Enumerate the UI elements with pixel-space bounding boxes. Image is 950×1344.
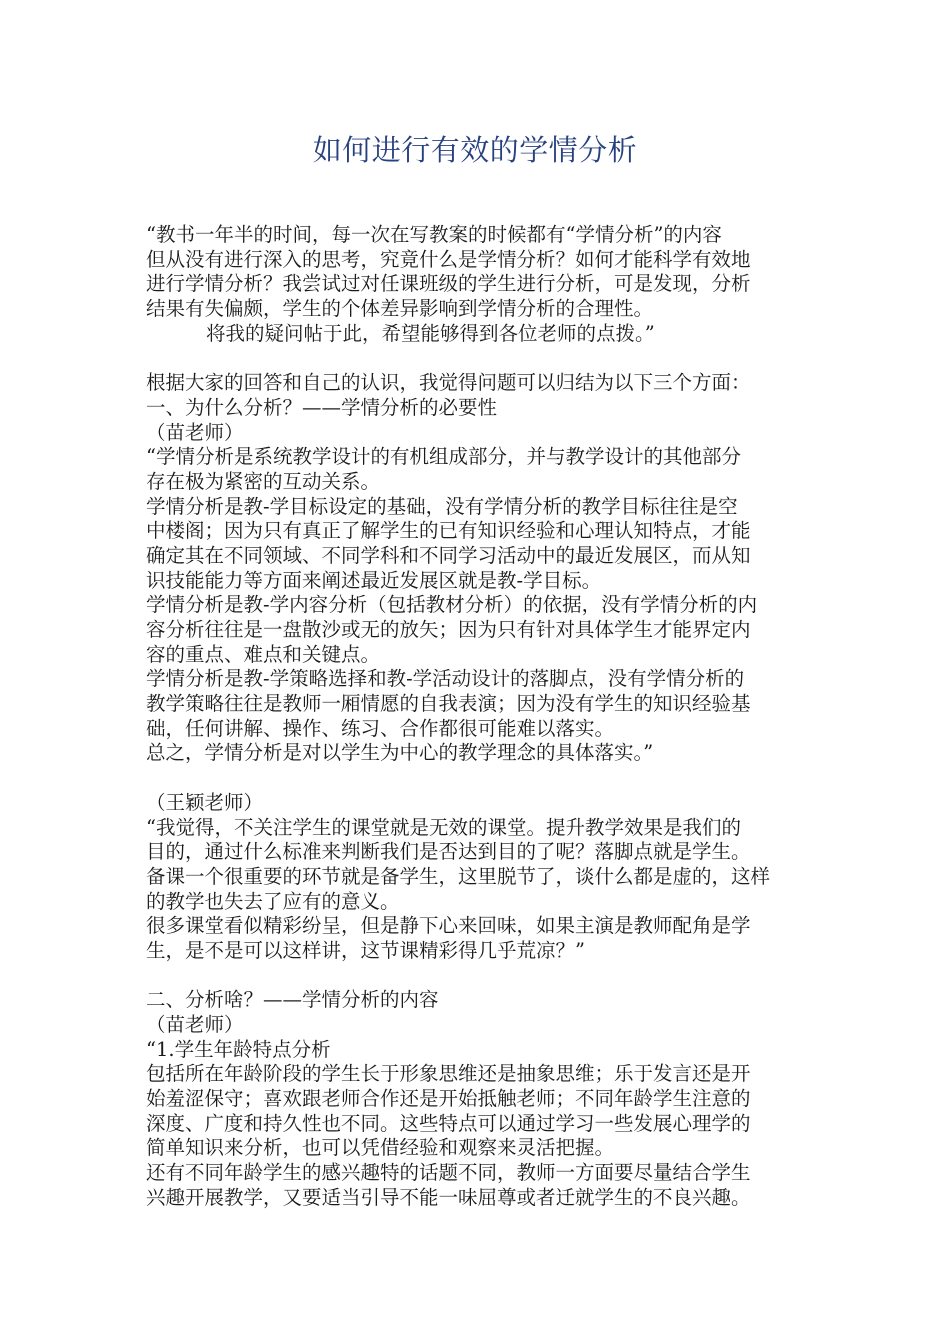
paragraph-line: 教学策略往往是教师一厢情愿的自我表演；因为没有学生的知识经验基 bbox=[146, 692, 751, 716]
paragraph-line: 结果有失偏颇，学生的个体差异影响到学情分析的合理性。 bbox=[146, 297, 654, 321]
paragraph-line: “学情分析是系统教学设计的有机组成部分，并与教学设计的其他部分 bbox=[146, 445, 741, 469]
paragraph-line: 生，是不是可以这样讲，这节课精彩得几乎荒凉？” bbox=[146, 938, 585, 962]
paragraph-line: 深度、广度和持久性也不同。这些特点可以通过学习一些发展心理学的 bbox=[146, 1111, 751, 1135]
paragraph-line: 包括所在年龄阶段的学生长于形象思维还是抽象思维；乐于发言还是开 bbox=[146, 1062, 751, 1086]
speaker-label: （苗老师） bbox=[146, 1013, 244, 1036]
paragraph-line: “我觉得，不关注学生的课堂就是无效的课堂。提升教学效果是我们的 bbox=[146, 815, 741, 839]
paragraph-line: 但从没有进行深入的思考，究竟什么是学情分析？如何才能科学有效地 bbox=[146, 247, 751, 271]
paragraph-line: 的教学也失去了应有的意义。 bbox=[146, 889, 400, 913]
paragraph-line: 备课一个很重要的环节就是备学生，这里脱节了，谈什么都是虚的，这样 bbox=[146, 864, 771, 888]
paragraph-line: 进行学情分析？我尝试过对任课班级的学生进行分析，可是发现，分析 bbox=[146, 272, 751, 296]
blank-line bbox=[146, 346, 814, 371]
paragraph-line: “教书一年半的时间，每一次在写教案的时候都有“学情分析”的内容 bbox=[146, 223, 722, 246]
paragraph-line: 学情分析是教-学内容分析（包括教材分析）的依据，没有学情分析的内 bbox=[146, 593, 758, 617]
paragraph-line: 将我的疑问帖于此，希望能够得到各位老师的点拨。” bbox=[206, 321, 655, 345]
paragraph-line: 目的，通过什么标准来判断我们是否达到目的了呢？落脚点就是学生。 bbox=[146, 840, 751, 864]
paragraph-line: 学情分析是教-学目标设定的基础，没有学情分析的教学目标往往是空 bbox=[146, 494, 738, 518]
paragraph-line: 兴趣开展教学，又要适当引导不能一味屈尊或者迁就学生的不良兴趣。 bbox=[146, 1185, 751, 1209]
speaker-label: （苗老师） bbox=[146, 420, 244, 444]
paragraph-line: 容分析往往是一盘散沙或无的放矢；因为只有针对具体学生才能界定内 bbox=[146, 618, 751, 641]
blank-line bbox=[146, 964, 814, 989]
document-body bbox=[146, 223, 814, 1211]
blank-line bbox=[146, 766, 814, 791]
section-heading: 二、分析啥？——学情分析的内容 bbox=[146, 988, 439, 1012]
paragraph-line: 还有不同年龄学生的感兴趣特的话题不同，教师一方面要尽量结合学生 bbox=[146, 1161, 751, 1185]
paragraph-line: 很多课堂看似精彩纷呈，但是静下心来回味，如果主演是教师配角是学 bbox=[146, 914, 751, 938]
subsection-heading: “1.学生年龄特点分析 bbox=[146, 1037, 331, 1061]
paragraph-line: 识技能能力等方面来阐述最近发展区就是教-学目标。 bbox=[146, 568, 602, 592]
speaker-label: （王颖老师） bbox=[146, 790, 264, 814]
paragraph-line: 中楼阁；因为只有真正了解学生的已有知识经验和心理认知特点，才能 bbox=[146, 519, 751, 543]
paragraph-line: 根据大家的回答和自己的认识，我觉得问题可以归结为以下三个方面： bbox=[146, 371, 751, 395]
paragraph-line: 总之，学情分析是对以学生为中心的教学理念的具体落实。” bbox=[146, 741, 654, 765]
document-title: 如何进行有效的学情分析 bbox=[312, 133, 638, 167]
paragraph-line: 础，任何讲解、操作、练习、合作都很可能难以落实。 bbox=[146, 716, 615, 740]
paragraph-line: 容的重点、难点和关键点。 bbox=[146, 642, 381, 666]
paragraph-line: 简单知识来分析，也可以凭借经验和观察来灵活把握。 bbox=[146, 1136, 615, 1160]
section-heading: 一、为什么分析？——学情分析的必要性 bbox=[146, 395, 498, 419]
paragraph-line: 存在极为紧密的互动关系。 bbox=[146, 469, 381, 493]
paragraph-line: 学情分析是教-学策略选择和教-学活动设计的落脚点，没有学情分析的 bbox=[146, 667, 745, 691]
paragraph-line: 确定其在不同领域、不同学科和不同学习活动中的最近发展区，而从知 bbox=[146, 543, 751, 567]
paragraph-line: 始羞涩保守；喜欢跟老师合作还是开始抵触老师；不同年龄学生注意的 bbox=[146, 1087, 751, 1111]
